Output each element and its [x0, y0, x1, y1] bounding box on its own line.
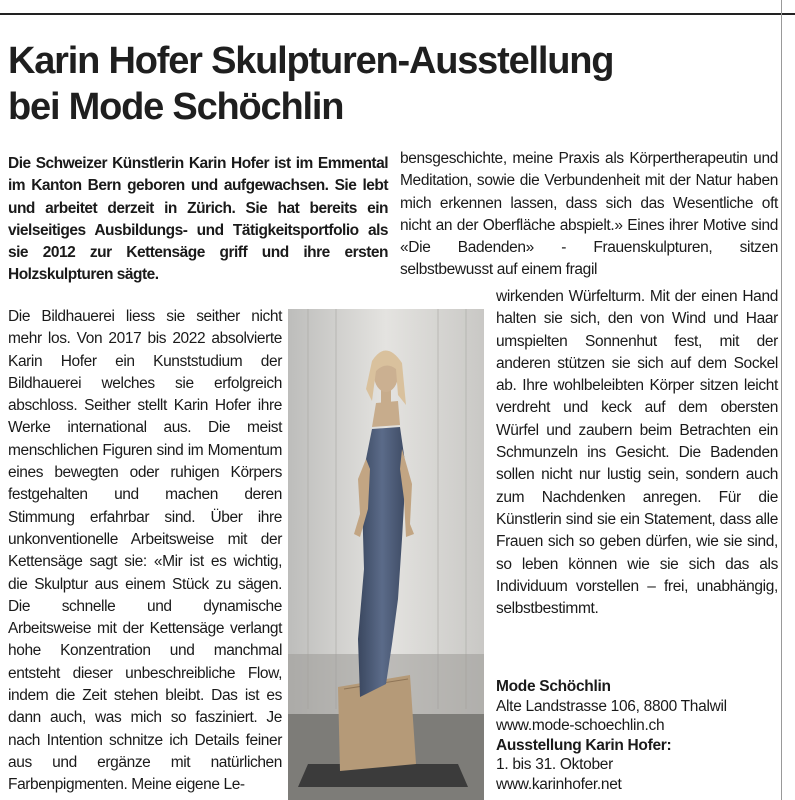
venue-url[interactable]: www.mode-schoechlin.ch — [496, 717, 665, 735]
article-lead — [8, 153, 388, 287]
body-right-bottom-text: wirkenden Würfelturm. Mit der einen Hand halten sie sich, den von Wind und Haar umspielten Sonnenhut fest, mit der anderen stützen sie sich auf dem Sockel ab. Ihre wohlbeleibten Körper sitzen leicht verdreht und keck auf dem obersten Würfel und zaubern beim Betrachten ein Schmunzeln ins Gesicht. Die Badenden sollen nicht nur lustig sein, sondern auch zum Nachdenken anregen. Für die Künstlerin sind sie ein Statement, dass alle Frauen sich so geben dürfen, wie sie sind, so leben können wie sie sich das als Individuum vorstellen – frei, unabhängig, selbstbestimmt. — [496, 288, 778, 618]
info-box — [496, 677, 778, 795]
base-plate — [298, 764, 468, 787]
body-right-top-text: bensgeschichte, meine Praxis als Körpertherapeutin und Meditation, sowie die Verbundenheit mit der Natur haben mich erkennen lassen, dass sich das Wesentliche oft nicht an der Oberfläche abspielt.» Eines ihrer Motive sind «Die Badenden» - Frauenskulpturen, sitzen selbstbewusst auf einem fragil — [400, 150, 778, 279]
artist-url[interactable]: www.karinhofer.net — [496, 775, 622, 793]
body-column-right-top — [400, 148, 778, 282]
top-rule — [0, 13, 795, 15]
exhibition-title: Ausstellung Karin Hofer: — [496, 736, 672, 754]
exhibition-dates: 1. bis 31. Oktober — [496, 756, 613, 774]
venue-address: Alte Landstrasse 106, 8800 Thalwil — [496, 697, 727, 715]
sculpture-photo — [288, 309, 484, 800]
sculpture-illustration — [288, 309, 484, 800]
body-column-right-bottom — [496, 286, 778, 620]
article-title — [8, 38, 778, 130]
venue-name: Mode Schöchlin — [496, 678, 611, 695]
body-column-left — [8, 306, 282, 797]
body-left-text: Die Bildhauerei liess sie seither nicht mehr los. Von 2017 bis 2022 absolvierte Karin Hofer ein Kunststudium der Bildhauerei welches sie erfolgreich abschloss. Seither stellt Karin Hofer ihre Werke international aus. Die meist menschlichen Figuren sind im Momentum eines bewegten oder ruhigen Körpers festgehalten und machen deren Stimmung erfahrbar sind. Über ihre unkonventionelle Arbeitsweise mit der Kettensäge sagt sie: «Mir ist es wichtig, die Skulptur aus einem Stück zu sägen. Die schnelle und dynamische Arbeitsweise mit der Kettensäge verlangt hohe Konzentration und manchmal entsteht dieser unbeschreibliche Flow, indem die Zeit stehen bleibt. Das ist es dann auch, was mich so fasziniert. Je nach Intention schnitze ich Details feiner aus und ergänze mit natürlichen Farbenpigmenten. Meine eigene Le- — [8, 308, 282, 794]
lead-text: Die Schweizer Künstlerin Karin Hofer ist im Emmental im Kanton Bern geboren und aufgewachsen. Sie lebt und arbeitet derzeit in Zürich. Sie hat bereits ein vielseitiges Ausbildungs- und Tätigkeitsportfolio als sie 2012 zur Kettensäge griff und ihre ersten Holzskulpturen sägte. — [8, 155, 388, 284]
title-line-2: bei Mode Schöchlin — [8, 86, 344, 128]
column-rule — [781, 0, 782, 800]
title-line-1: Karin Hofer Skulpturen-Ausstellung — [8, 40, 614, 82]
wooden-block — [338, 675, 416, 771]
